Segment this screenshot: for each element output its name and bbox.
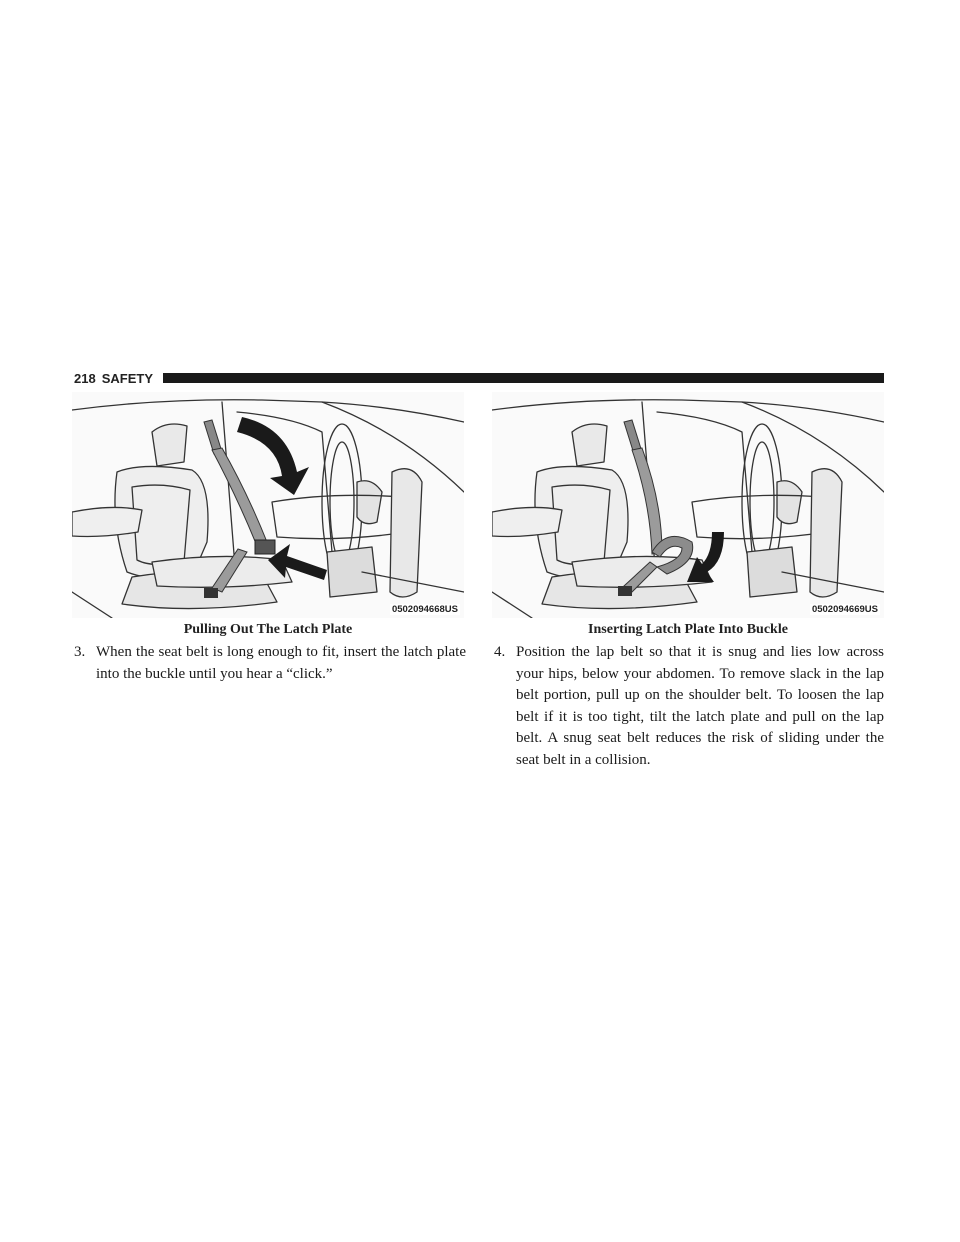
figure-caption: Pulling Out The Latch Plate	[183, 622, 353, 637]
page-header	[74, 370, 884, 386]
step-number: 4.	[494, 644, 506, 660]
step-4	[494, 642, 884, 771]
figure-pulling-latch-plate	[72, 392, 464, 618]
figure-code: 0502094668US	[391, 604, 458, 615]
illustration-seat-belt-insert	[492, 392, 884, 618]
step-number: 3.	[74, 644, 86, 660]
figure-inserting-latch-plate	[492, 392, 884, 618]
step-text: Position the lap belt so that it is snug and lies low across your hips, below your abdomen. To remove slack in the lap belt portion, pull up on the shoulder belt. To loosen the lap belt if it is too tight, tilt the latch plate and pull on the lap belt. A snug seat belt reduces the risk of sliding under the seat belt in a collision.	[516, 644, 884, 768]
page-number: 218	[74, 370, 96, 386]
figure-code: 0502094669US	[811, 604, 878, 615]
step-3	[74, 642, 466, 685]
step-text: When the seat belt is long enough to fit, insert the latch plate into the buckle until you hear a “click.”	[96, 644, 466, 682]
section-title: SAFETY	[101, 370, 153, 386]
header-rule	[163, 373, 884, 383]
figure-caption: Inserting Latch Plate Into Buckle	[588, 622, 788, 637]
illustration-seat-belt-pull	[72, 392, 464, 618]
